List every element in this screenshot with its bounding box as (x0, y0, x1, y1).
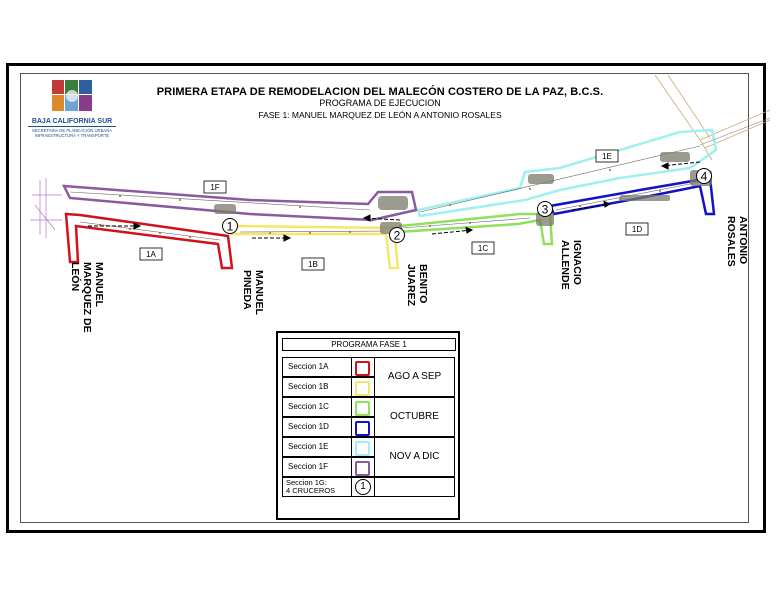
legend-row-1d: Seccion 1D (282, 417, 352, 437)
legend-swatch-cell-1d (352, 417, 375, 437)
street-label-allende (559, 240, 583, 290)
legend-row-1f: Seccion 1F (282, 457, 352, 477)
section-label-1f (204, 181, 226, 193)
section-1f-outline (64, 186, 416, 220)
context-lines (655, 75, 770, 160)
section-label-1a-text: 1A (146, 250, 156, 259)
legend-crossing-symbol: 1 (355, 479, 371, 495)
legend-row-1b: Seccion 1B (282, 377, 352, 397)
legend-swatch-1a (355, 361, 370, 376)
street-label-juarez (405, 264, 429, 307)
legend-swatch-cell-1c (352, 397, 375, 417)
section-label-1e-text: 1E (602, 152, 612, 161)
legend-row-1a: Seccion 1A (282, 357, 352, 377)
section-label-1e (596, 150, 618, 162)
street-allende-line2: ALLENDE (559, 240, 571, 290)
legend-period-octubre: OCTUBRE (375, 397, 455, 437)
legend-swatch-cell-1e (352, 437, 375, 457)
legend-swatch-cell-1b (352, 377, 375, 397)
legend-row-1c: Seccion 1C (282, 397, 352, 417)
section-label-1b (302, 258, 324, 270)
street-marquez-line1: MANUEL (93, 262, 105, 307)
drawing-phase: FASE 1: MANUEL MARQUEZ DE LEÓN A ANTONIO ROSALES (258, 110, 502, 120)
logo-state-name: BAJA CALIFORNIA SUR (31, 118, 113, 125)
street-rosales-line2: ROSALES (725, 216, 737, 267)
section-label-1c-text: 1C (477, 244, 489, 253)
legend-period-empty (375, 477, 455, 497)
legend-swatch-1d (355, 421, 370, 436)
street-pineda-line2: PINEDA (241, 270, 253, 310)
drawing-subtitle: PROGRAMA DE EJECUCION (319, 98, 441, 108)
crossing-marker-3 (538, 202, 553, 217)
section-label-1f-text: 1F (210, 183, 220, 192)
section-label-1d-text: 1D (631, 225, 643, 234)
legend-swatch-cell-1a (352, 357, 375, 377)
section-label-1a (140, 248, 162, 260)
legend-period-nov-dic: NOV A DIC (375, 437, 455, 477)
street-marquez-line3: LEÓN (69, 262, 81, 292)
logo-department-line2: INFRAESTRUCTURA Y TRANSPORTE (34, 133, 110, 138)
crossing-marker-2 (390, 228, 405, 243)
drawing-title: PRIMERA ETAPA DE REMODELACION DEL MALECÓN COSTERO DE LA PAZ, B.C.S. (156, 86, 604, 98)
legend-swatch-1f (355, 461, 370, 476)
legend-row-1e: Seccion 1E (282, 437, 352, 457)
street-pineda-line1: MANUEL (253, 270, 265, 315)
legend-swatch-cell-1g (352, 477, 375, 497)
logo-department-line1: SECRETARIA DE PLANEACIÓN URBANA (32, 128, 112, 133)
legend-swatch-1c (355, 401, 370, 416)
crossing-marker-4 (697, 169, 712, 184)
street-label-pineda (241, 270, 265, 315)
street-marquez-line2: MARQUEZ DE (81, 262, 93, 333)
street-juarez-line1: BENITO (417, 264, 429, 304)
section-label-1b-text: 1B (308, 260, 318, 269)
legend-row-1g-line2: 4 CRUCEROS (286, 486, 336, 495)
crossing-marker-1 (223, 219, 238, 234)
street-allende-line1: IGNACIO (571, 240, 583, 285)
section-label-1d (626, 223, 648, 235)
crossing-marker-3-text: 3 (541, 202, 549, 217)
legend-swatch-1e (355, 441, 370, 456)
crossing-marker-2-text: 2 (393, 228, 401, 243)
legend-title: PROGRAMA FASE 1 (282, 338, 456, 351)
legend-period-ago-sep: AGO A SEP (375, 357, 455, 397)
legend-swatch-1b (355, 381, 370, 396)
street-label-marquez (69, 262, 105, 333)
street-juarez-line2: JUAREZ (405, 264, 417, 307)
street-rosales-line1: ANTONIO (737, 216, 749, 265)
program-legend (276, 331, 460, 520)
legend-swatch-cell-1f (352, 457, 375, 477)
legend-row-1g-line1: Seccion 1G: (286, 478, 327, 487)
legend-row-1g (282, 477, 352, 497)
street-label-rosales (725, 216, 749, 267)
street-stubs (30, 178, 62, 238)
section-label-1c (472, 242, 494, 254)
vegetation-clusters (214, 152, 712, 234)
section-1c-outline (398, 214, 552, 244)
crossing-marker-4-text: 4 (700, 169, 708, 184)
crossing-marker-1-text: 1 (226, 219, 234, 234)
